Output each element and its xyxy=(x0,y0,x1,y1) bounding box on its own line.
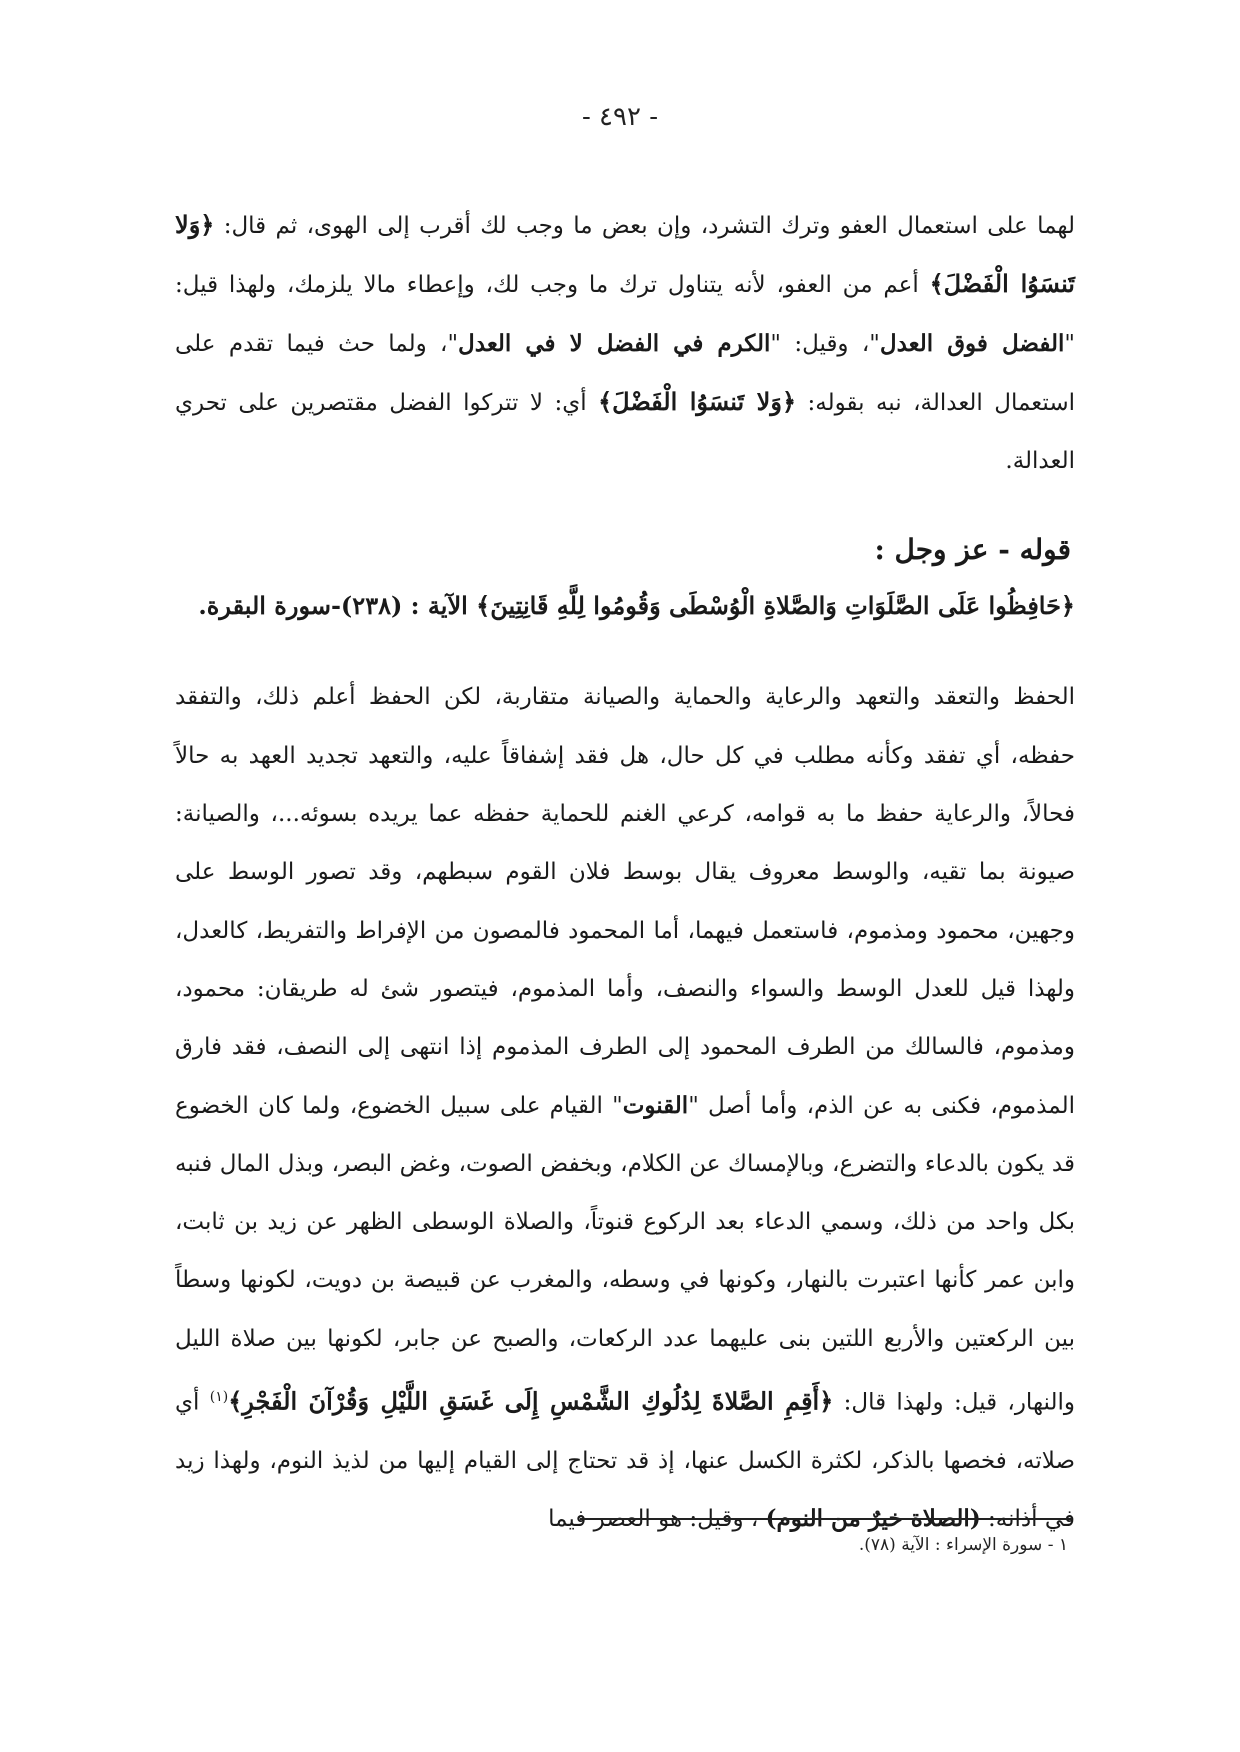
text-run: أعم من العفو، لأنه يتناول ترك ما وجب لك، وإعطاء مالا يلزمك، ولهذا قيل: " xyxy=(175,272,1075,357)
quran-verse: ﴿حَافِظُوا عَلَى الصَّلَوَاتِ وَالصَّلاةِ الْوُسْطَى وَقُومُوا لِلَّهِ قَانِتِينَ﴾ xyxy=(476,591,1075,621)
footnote: ١ - سورة الإسراء : الآية (٧٨). xyxy=(858,1535,1068,1555)
section-heading: قوله - عز وجل : xyxy=(874,533,1071,567)
verse-reference: الآية : (٢٣٨)-سورة البقرة. xyxy=(198,591,477,621)
bold-quote: (الصلاة خيرٌ من النوم) xyxy=(765,1505,981,1533)
text-run: أي صلاته، فخصها بالذكر، لكثرة الكسل عنها، إذ قد تحتاج إلى القيام إليها من لذيذ النوم، ولهذا زيد في أذانه: xyxy=(175,1389,1075,1533)
footnote-divider xyxy=(580,1518,1072,1520)
paragraph-1 xyxy=(175,196,1075,490)
bold-quote: الكرم في الفضل لا في العدل xyxy=(458,329,771,357)
text-run: "، وقيل: " xyxy=(770,330,880,357)
page-body xyxy=(175,196,1075,1549)
paragraph-2 xyxy=(175,668,1075,1548)
text-run: الحفظ والتعقد والتعهد والرعاية والحماية والصيانة متقاربة، لكن الحفظ أعلم ذلك، والتفقد حفظه، أي تفقد وكأنه مطلب في كل حال، هل فقد إشفاقاً عليه، والتعهد تجديد العهد به حالاً فحالاً، والرعاية حفظ ما به قوامه، كرعي الغنم للحماية حفظه عما يريده بسوئه...، والصيانة: صيونة بما تقيه، والوسط معروف يقال بوسط فلان القوم سبطهم، وقد تصور الوسط على وجهين، محمود ومذموم، فاستعمل فيهما، أما المحمود فالمصون من الإفراط والتفريط، كالعدل، ولهذا قيل للعدل الوسط والسواء والنصف، وأما المذموم، فيتصور شئ له طريقان: محمود، ومذموم، فالسالك من الطرف المحمود إلى الطرف المذموم إذا انتهى إلى النصف، فقد فارق المذموم، فكنى به عن الذم، وأما أصل " xyxy=(175,684,1075,1119)
text-run: ، وقيل: هو العصر فيما xyxy=(548,1506,766,1533)
text-run: "، ولما حث فيما تقدم على استعمال العدالة، نبه بقوله: xyxy=(175,330,1075,416)
text-run: " القيام على سبيل الخضوع، ولما كان الخضوع قد يكون بالدعاء والتضرع، وبالإمساك عن الكلام، وبخفض الصوت، وغض البصر، وبذل المال فنبه بكل واحد من ذلك، وسمي الدعاء بعد الركوع قنوتاً، والصلاة الوسطى الظهر عن زيد بن ثابت، وابن عمر كأنها اعتبرت بالنهار، وكونها في وسطه، والمغرب عن قبيصة بن دويت، لكونها وسطاً بين الركعتين والأربع اللتين بنى عليهما عدد الركعات، والصبح عن جابر، لكونها بين صلاة الليل والنهار، قيل: ولهذا قال: xyxy=(175,1092,1075,1416)
text-run: أي: لا تتركوا الفضل مقتصرين على تحري العدالة. xyxy=(175,389,1075,475)
page-number: - ٤٩٢ - xyxy=(581,102,659,132)
quran-quote: ﴿أَقِمِ الصَّلاةَ لِدُلُوكِ الشَّمْسِ إِلَى غَسَقِ اللَّيْلِ وَقُرْآنَ الْفَجْرِ﴾ xyxy=(228,1386,834,1416)
bold-quote: الفضل فوق العدل xyxy=(879,329,1065,357)
footnote-marker: (١) xyxy=(209,1389,229,1406)
quran-quote: ﴿وَلا تَنسَوُا الْفَضْلَ﴾ xyxy=(175,210,1075,299)
text-run: لهما على استعمال العفو وترك التشرد، وإن بعض ما وجب لك أقرب إلى الهوى، ثم قال: xyxy=(214,213,1075,239)
verse-line xyxy=(175,578,1075,634)
bold-term: القنوت xyxy=(622,1091,689,1119)
quran-quote: ﴿وَلا تَنسَوُا الْفَضْلَ﴾ xyxy=(598,386,797,416)
